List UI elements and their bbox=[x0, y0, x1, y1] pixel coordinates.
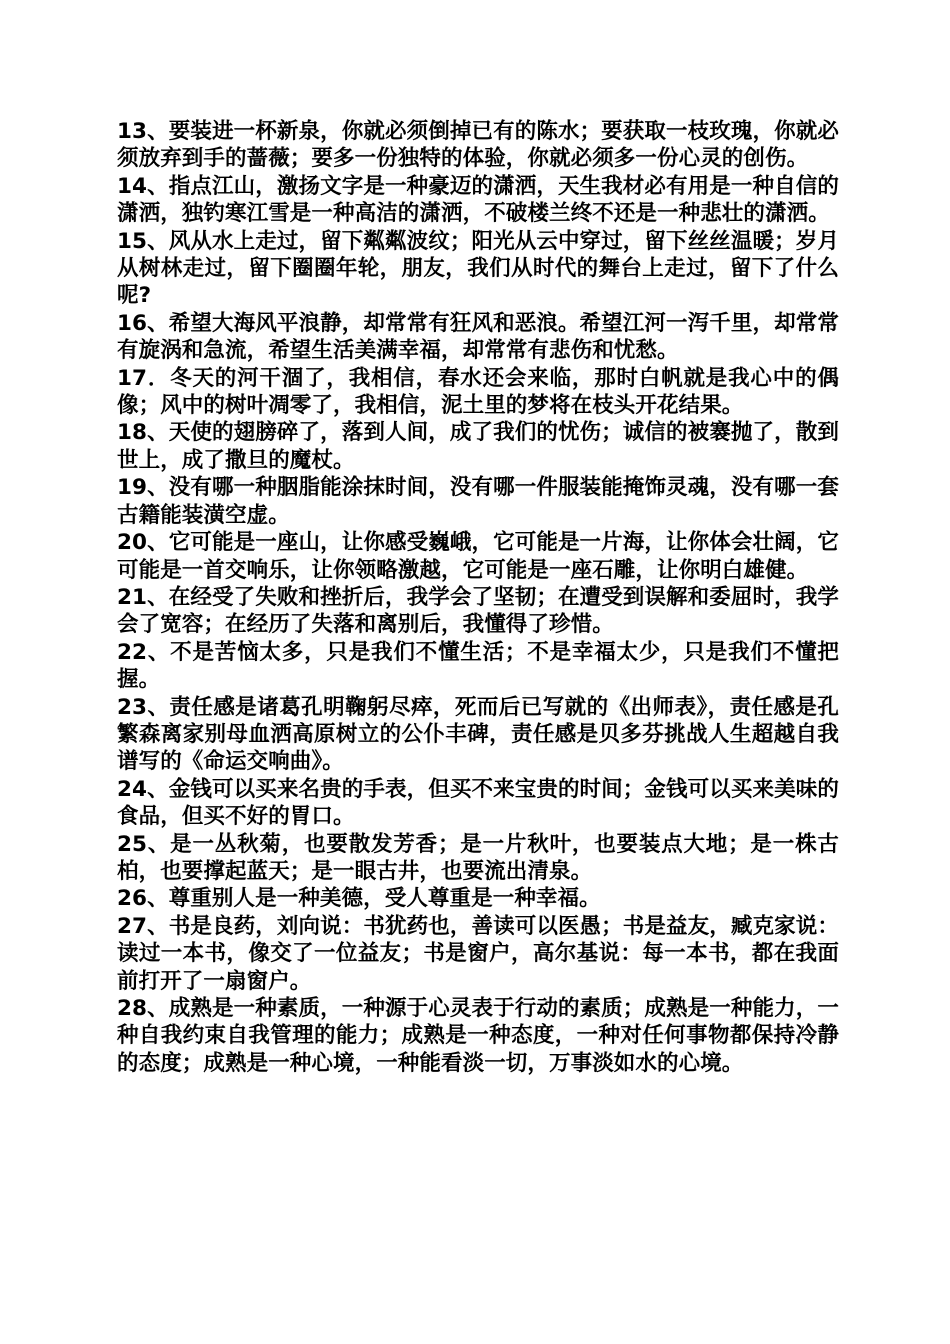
quote-paragraph-24: 24、金钱可以买来名贵的手表，但买不来宝贵的时间；金钱可以买来美味的食品，但买不好的胃口。 bbox=[117, 776, 839, 830]
quote-paragraph-27: 27、书是良药，刘向说：书犹药也，善读可以医愚；书是益友，臧克家说：读过一本书，像交了一位益友；书是窗户，高尔基说：每一本书，都在我面前打开了一扇窗户。 bbox=[117, 913, 839, 994]
quote-paragraph-15: 15、风从水上走过，留下粼粼波纹；阳光从云中穿过，留下丝丝温暖；岁月从树林走过，留下圈圈年轮，朋友，我们从时代的舞台上走过，留下了什么呢? bbox=[117, 228, 839, 309]
quote-list bbox=[117, 118, 839, 1077]
quote-paragraph-17: 17．冬天的河干涸了，我相信，春水还会来临，那时白帆就是我心中的偶像；风中的树叶凋零了，我相信，泥土里的梦将在枝头开花结果。 bbox=[117, 365, 839, 419]
quote-paragraph-25: 25、是一丛秋菊，也要散发芳香；是一片秋叶，也要装点大地；是一株古柏，也要撑起蓝天；是一眼古井，也要流出清泉。 bbox=[117, 831, 839, 884]
quote-paragraph-16: 16、希望大海风平浪静，却常常有狂风和恶浪。希望江河一泻千里，却常常有旋涡和急流，希望生活美满幸福，却常常有悲伤和忧愁。 bbox=[117, 310, 839, 364]
quote-paragraph-21: 21、在经受了失败和挫折后，我学会了坚韧；在遭受到误解和委屈时，我学会了宽容；在经历了失落和离别后，我懂得了珍惜。 bbox=[117, 584, 839, 638]
quote-paragraph-20: 20、它可能是一座山，让你感受巍峨，它可能是一片海，让你体会壮阔，它可能是一首交响乐，让你领略激越，它可能是一座石雕，让你明白雄健。 bbox=[117, 530, 839, 583]
quote-paragraph-26: 26、尊重别人是一种美德，受人尊重是一种幸福。 bbox=[117, 886, 601, 912]
quote-paragraph-18: 18、天使的翅膀碎了，落到人间，成了我们的忧伤；诚信的被褰抛了，散到世上，成了撒旦的魔杖。 bbox=[117, 420, 839, 473]
quote-paragraph-13: 13、要装进一杯新泉，你就必须倒掉已有的陈水；要获取一枝玫瑰，你就必须放弃到手的蔷薇；要多一份独特的体验，你就必须多一份心灵的创伤。 bbox=[117, 119, 839, 172]
quote-paragraph-14: 14、指点江山，激扬文字是一种豪迈的潇洒，天生我材必有用是一种自信的潇洒，独钓寒江雪是一种高洁的潇洒，不破楼兰终不还是一种悲壮的潇洒。 bbox=[117, 173, 839, 227]
quote-paragraph-23: 23、责任感是诸葛孔明鞠躬尽瘁，死而后已写就的《出师表》，责任感是孔繁森离家别母血洒高原树立的公仆丰碑，责任感是贝多芬挑战人生超越自我谱写的《命运交响曲》。 bbox=[117, 694, 839, 775]
quote-paragraph-22: 22、不是苦恼太多，只是我们不懂生活；不是幸福太少，只是我们不懂把握。 bbox=[117, 639, 839, 693]
quote-paragraph-19: 19、没有哪一种胭脂能涂抹时间，没有哪一件服装能掩饰灵魂，没有哪一套古籍能装潢空虚。 bbox=[117, 475, 839, 528]
quote-paragraph-28: 28、成熟是一种素质，一种源于心灵表于行动的素质；成熟是一种能力，一种自我约束自我管理的能力；成熟是一种态度，一种对任何事物都保持冷静的态度；成熟是一种心境，一种能看淡一切，万事淡如水的心境。 bbox=[117, 996, 839, 1076]
